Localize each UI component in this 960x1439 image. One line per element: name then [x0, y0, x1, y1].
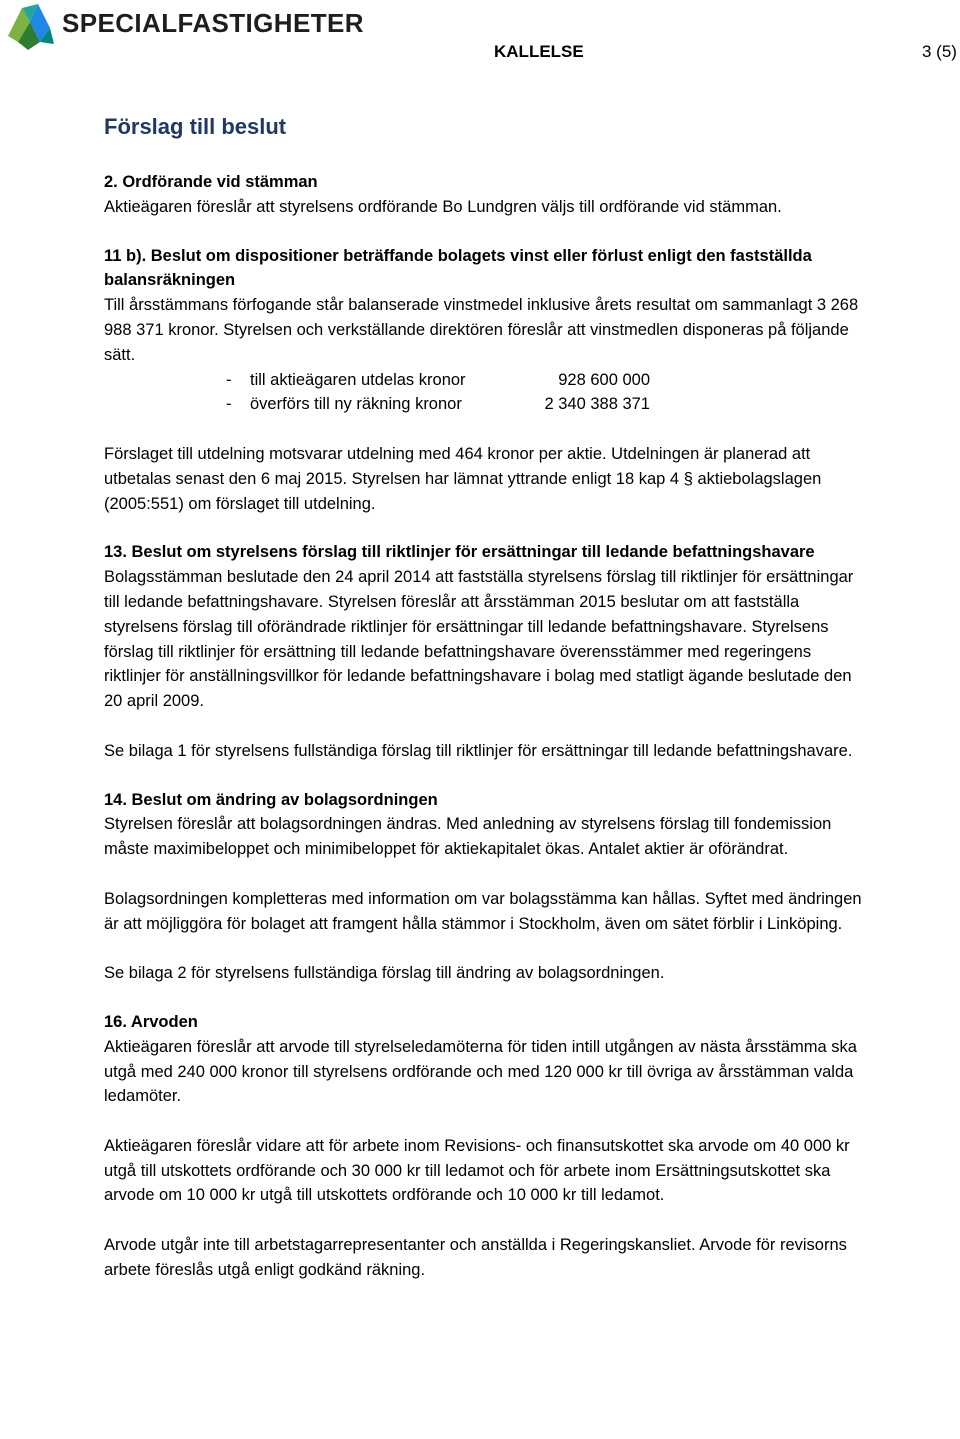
section-11b	[104, 244, 864, 517]
page-title: Förslag till beslut	[104, 114, 287, 139]
section-body: Aktieägaren föreslår att arvode till styrelseledamöterna för tiden intill utgången av nästa årsstämma ska utgå med 240 000 kronor till styrelsens ordförande och med 120 000 kr till övriga av årsstämman valda ledamöter.	[104, 1037, 857, 1106]
document-body	[104, 112, 864, 1307]
document-type: KALLELSE	[494, 42, 584, 61]
page-number: 3 (5)	[922, 42, 957, 61]
attachment-reference: Se bilaga 2 för styrelsens fullständiga förslag till ändring av bolagsordningen.	[104, 964, 665, 983]
section-heading: 16. Arvoden	[104, 1012, 198, 1031]
attachment-reference: Se bilaga 1 för styrelsens fullständiga förslag till riktlinjer för ersättningar till ledande befattningshavare.	[104, 741, 853, 760]
dividend-note: Förslaget till utdelning motsvarar utdelning med 464 kronor per aktie. Utdelningen är planerad att utbetalas senast den 6 maj 2015. Styrelsen har lämnat yttrande enligt 18 kap 4 § aktiebolagslagen (2005:551) om förslaget till utdelning.	[104, 444, 822, 513]
section-16	[104, 1010, 864, 1283]
section-2	[104, 170, 864, 220]
section-body: Bolagsstämman beslutade den 24 april 2014 att fastställa styrelsens förslag till riktlinjer för ersättningar till ledande befattningshavare. Styrelsen föreslår att årsstämman 2015 beslutar om att fastställa styrelsens förslag till oförändrade riktlinjer för ersättningar till ledande befattningshavare. Styrelsens förslag till riktlinjer för ersättning till ledande befattningshavare överensstämmer med regeringens riktlinjer för anställningsvillkor för ledande befattningshavare i bolag med statligt ägande beslutade den 20 april 2009.	[104, 568, 854, 711]
section-heading: 13. Beslut om styrelsens förslag till riktlinjer för ersättningar till ledande befattningshavare	[104, 543, 815, 562]
section-body: Aktieägaren föreslår att styrelsens ordförande Bo Lundgren väljs till ordförande vid stämman.	[104, 197, 782, 216]
section-13	[104, 540, 864, 763]
section-heading: 2. Ordförande vid stämman	[104, 173, 318, 191]
section-body-3: Arvode utgår inte till arbetstagarrepresentanter och anställda i Regeringskansliet. Arvode för revisorns arbete föreslås utgå enligt godkänd räkning.	[104, 1236, 847, 1279]
section-heading: 14. Beslut om ändring av bolagsordningen	[104, 790, 438, 809]
section-body: Till årsstämmans förfogande står balanserade vinstmedel inklusive årets resultat om sammanlagt 3 268 988 371 kronor. Styrelsen och verkställande direktören föreslår att vinstmedlen disponeras på följande sätt.	[104, 296, 859, 364]
section-body-2: Bolagsordningen kompletteras med information om var bolagsstämma kan hållas. Syftet med ändringen är att möjliggöra för bolaget att framgent hålla stämmor i Stockholm, även om sätet förblir i Linköping.	[104, 889, 862, 933]
section-14	[104, 788, 864, 986]
logo-text: SPECIALFASTIGHETER	[62, 7, 364, 38]
section-body-2: Aktieägaren föreslår vidare att för arbete inom Revisions- och finansutskottet ska arvode om 40 000 kr utgå till utskottets ordförande och 30 000 kr till ledamot och för arbete inom Ersättningsutskottet ska arvode om 10 000 kr utgå till utskottets ordförande och 10 000 kr till ledamot.	[104, 1136, 850, 1205]
logo-mark-icon	[4, 2, 56, 52]
section-body: Styrelsen föreslår att bolagsordningen ändras. Med anledning av styrelsens förslag till fondemission måste maximibeloppet och minimibeloppet för aktiekapitalet ökas. Antalet aktier är oförändrat.	[104, 815, 832, 859]
section-heading: 11 b). Beslut om dispositioner beträffande bolagets vinst eller förlust enligt den fastställda balansräkningen	[104, 246, 812, 290]
list-item: - till aktieägaren utdelas kronor 928 600 000	[226, 370, 650, 389]
list-item: - överförs till ny räkning kronor 2 340 388 371	[226, 395, 650, 414]
disposition-list	[104, 368, 864, 418]
company-logo	[4, 2, 364, 52]
